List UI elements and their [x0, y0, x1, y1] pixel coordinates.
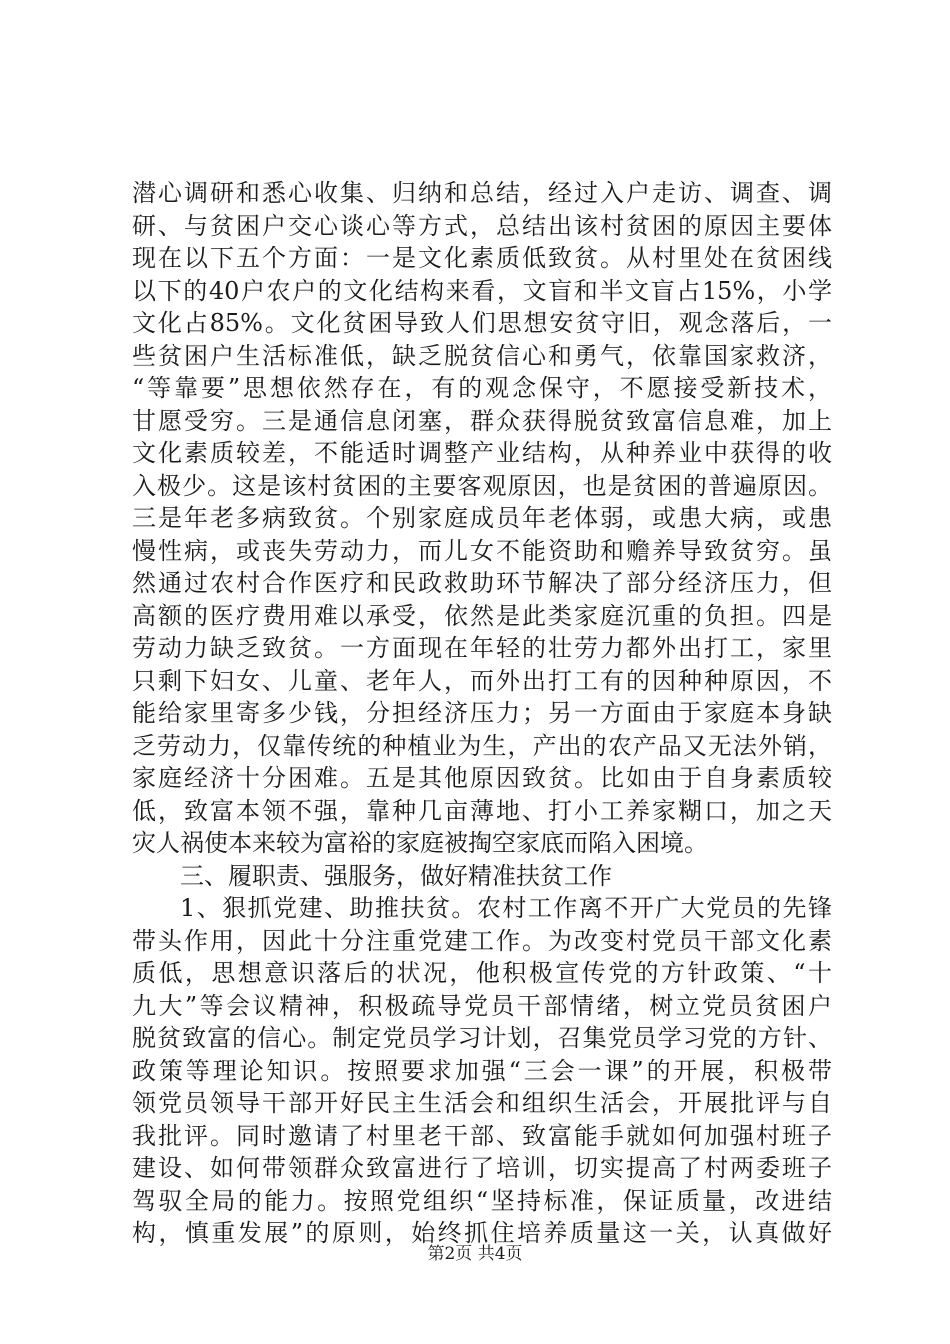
text-line: 领党员领导干部开好民主生活会和组织生活会，开展批评与自 — [132, 1089, 832, 1117]
document-body — [132, 177, 832, 1250]
text-line: 1、狠抓党建、助推扶贫。农村工作离不开广大党员的先锋 — [180, 894, 832, 922]
text-line: 甘愿受穷。三是通信息闭塞，群众获得脱贫致富信息难，加上 — [132, 406, 832, 435]
text-line: 研、与贫困户交心谈心等方式，总结出该村贫困的原因主要体 — [132, 211, 832, 240]
text-line: 高额的医疗费用难以承受，依然是此类家庭沉重的负担。四是 — [132, 601, 832, 630]
text-line: 质低，思想意识落后的状况，他积极宣传党的方针政策、“十 — [132, 959, 832, 987]
text-line: 九大”等会议精神，积极疏导党员干部情绪，树立党员贫困户 — [132, 991, 832, 1020]
page-number: 第2页 共4页 — [427, 1244, 523, 1264]
text-line: 带头作用，因此十分注重党建工作。为改变村党员干部文化素 — [132, 926, 832, 955]
text-line: 能给家里寄多少钱，分担经济压力；另一方面由于家庭本身缺 — [132, 699, 832, 727]
text-line: 家庭经济十分困难。五是其他原因致贫。比如由于自身素质较 — [132, 764, 832, 792]
text-line: 建设、如何带领群众致富进行了培训，切实提高了村两委班子 — [132, 1154, 832, 1182]
text-line: 以下的40户农户的文化结构来看，文盲和半文盲占15%，小学 — [132, 276, 832, 305]
text-line: 三是年老多病致贫。个别家庭成员年老体弱，或患大病，或患 — [132, 504, 832, 532]
text-line: 文化占85%。文化贫困导致人们思想安贫守旧，观念落后，一 — [132, 309, 832, 337]
text-line: 我批评。同时邀请了村里老干部、致富能手就如何加强村班子 — [132, 1121, 832, 1150]
text-line: 入极少。这是该村贫困的主要客观原因，也是贫困的普遍原因。 — [132, 471, 832, 500]
text-line: 驾驭全局的能力。按照党组织“坚持标准，保证质量，改进结 — [132, 1186, 832, 1215]
text-line: 文化素质较差，不能适时调整产业结构，从种养业中获得的收 — [132, 439, 832, 467]
text-line: 劳动力缺乏致贫。一方面现在年轻的壮劳力都外出打工，家里 — [132, 634, 832, 662]
text-line: 乏劳动力，仅靠传统的种植业为生，产出的农产品又无法外销， — [132, 731, 832, 760]
page-footer — [0, 1244, 950, 1264]
text-line: “等靠要”思想依然存在，有的观念保守，不愿接受新技术， — [132, 374, 832, 402]
text-line: 些贫困户生活标准低，缺乏脱贫信心和勇气，依靠国家救济， — [132, 341, 832, 370]
text-line: 潜心调研和悉心收集、归纳和总结，经过入户走访、调查、调 — [132, 179, 832, 207]
text-line: 灾人祸使本来较为富裕的家庭被掏空家底而陷入困境。 — [132, 829, 708, 857]
section-heading: 三、履职责、强服务，做好精准扶贫工作 — [180, 861, 612, 890]
text-line: 然通过农村合作医疗和民政救助环节解决了部分经济压力，但 — [132, 569, 832, 597]
text-line: 政策等理论知识。按照要求加强“三会一课”的开展，积极带 — [132, 1056, 832, 1085]
text-line: 现在以下五个方面：一是文化素质低致贫。从村里处在贫困线 — [132, 244, 832, 272]
text-line: 慢性病，或丧失劳动力，而儿女不能资助和赡养导致贫穷。虽 — [132, 536, 832, 565]
text-line: 构，慎重发展”的原则，始终抓住培养质量这一关，认真做好 — [132, 1219, 832, 1247]
text-line: 只剩下妇女、儿童、老年人，而外出打工有的因种种原因，不 — [132, 666, 832, 695]
text-line: 低，致富本领不强，靠种几亩薄地、打小工养家糊口，加之天 — [132, 796, 832, 825]
text-line: 脱贫致富的信心。制定党员学习计划，召集党员学习党的方针、 — [132, 1024, 832, 1052]
